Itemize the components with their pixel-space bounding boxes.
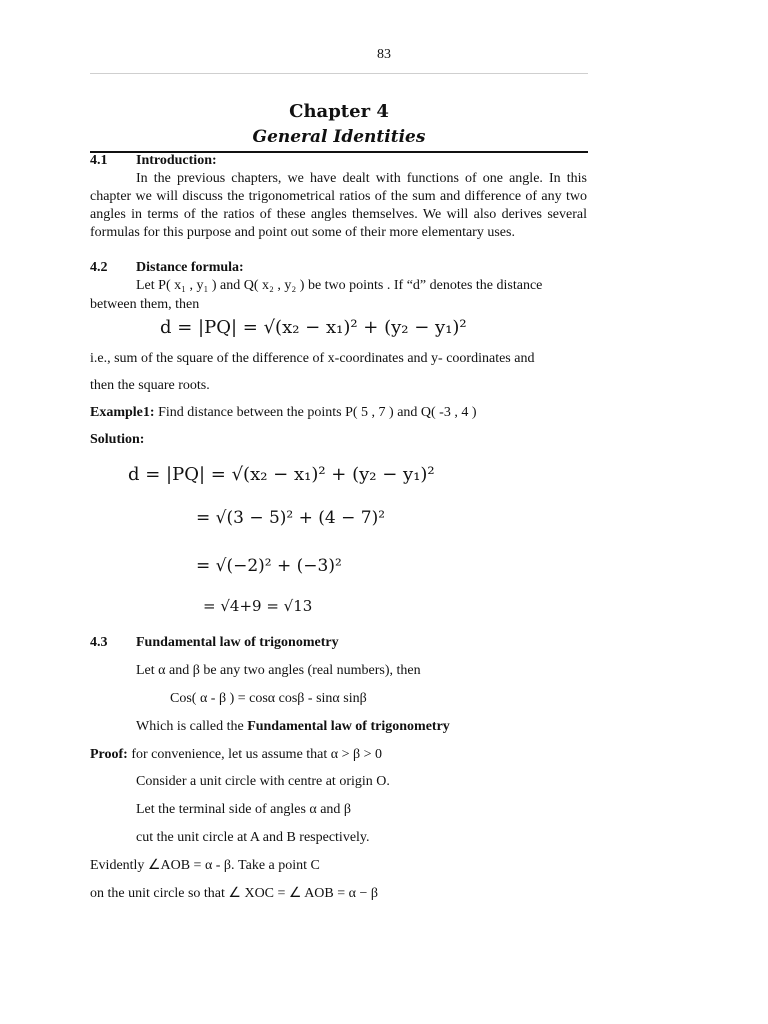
solution-step-3: = √(−2)² + (−3)² [196,556,342,576]
introduction-text: In the previous chapters, we have dealt with functions of one angle. In this chapter we will discuss the trigonometrical ratios of the sum and difference of any two angles in terms of the ratios of these angles themselves. We will also derives several formulas for this purpose and point out some of their more elementary uses. [90,171,587,240]
distance-line-2: between them, then [90,297,200,312]
section-number: 4.3 [90,635,108,650]
proof-step-4: Evidently ∠AOB = α - β. Take a point C [90,858,320,873]
law-name-line [136,719,450,735]
introduction-paragraph [90,170,587,242]
example-text: Find distance between the points P( 5 , 7 ) and Q( -3 , 4 ) [158,405,477,420]
section-number: 4.2 [90,260,108,275]
proof-step-5: on the unit circle so that ∠ XOC = ∠ AOB = α − β [90,886,378,901]
law-name: Fundamental law of trigonometry [247,719,450,734]
law-name-prefix: Which is called the [136,719,248,734]
fundamental-law-formula: Cos( α - β ) = cosα cosβ - sinα sinβ [170,691,367,706]
distance-line-1: Let P( x₁ , y₁ ) and Q( x₂ , y₂ ) be two points . If “d” denotes the distance [136,278,543,293]
proof-step-3: cut the unit circle at A and B respectively. [136,830,370,845]
proof-step-2: Let the terminal side of angles α and β [136,802,352,817]
example-line [90,405,477,421]
solution-step-4: = √4+9 = √13 [203,597,313,615]
section-4-2-heading [90,260,244,276]
chapter-subtitle: General Identities [252,127,426,147]
law-intro: Let α and β be any two angles (real numbers), then [136,663,421,678]
solution-label: Solution: [90,432,145,447]
distance-explanation-2: then the square roots. [90,378,210,393]
page-number: 83 [377,47,391,62]
solution-step-2: = √(3 − 5)² + (4 − 7)² [196,508,386,528]
distance-explanation-1: i.e., sum of the square of the difference of x-coordinates and y- coordinates and [90,351,535,366]
section-title: Fundamental law of trigonometry [136,635,339,650]
chapter-title: Chapter 4 [289,101,389,122]
section-title: Introduction: [136,153,217,168]
header-rule [90,73,588,74]
solution-step-1: d = |PQ| = √(x₂ − x₁)² + (y₂ − y₁)² [128,464,435,485]
section-4-1-heading [90,153,217,169]
proof-text: for convenience, let us assume that α > β > 0 [131,747,383,762]
proof-line [90,747,382,763]
section-number: 4.1 [90,153,108,168]
example-label: Example1: [90,405,155,420]
distance-formula: d = |PQ| = √(x₂ − x₁)² + (y₂ − y₁)² [160,317,467,338]
section-4-3-heading [90,635,339,651]
section-title: Distance formula: [136,260,244,275]
proof-step-1: Consider a unit circle with centre at origin O. [136,774,390,789]
proof-label: Proof: [90,747,128,762]
